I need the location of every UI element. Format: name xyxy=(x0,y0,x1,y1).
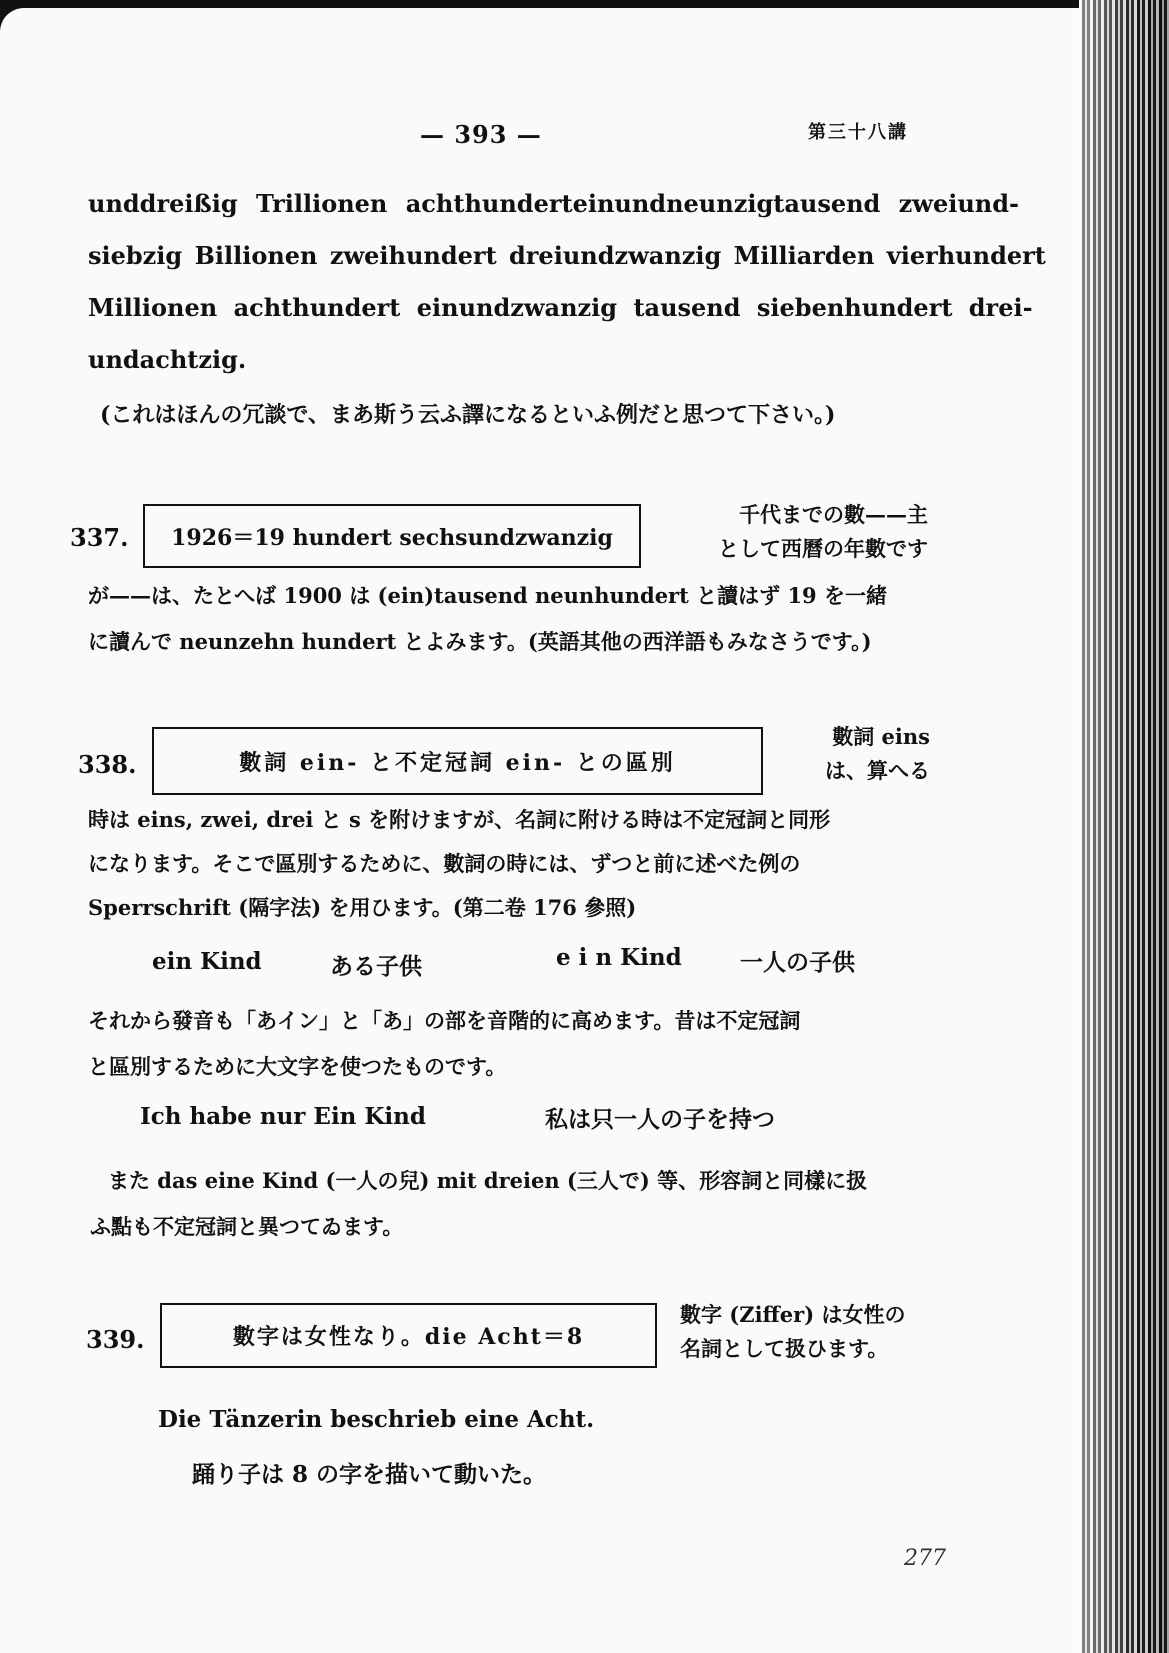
body-line: また das eine Kind (一人の兒) mit dreien (三人で) 等、形容詞と同樣に扱 xyxy=(108,1168,868,1193)
side-line: 數詞 eins xyxy=(832,724,930,749)
intro-line: siebzig Billionen zweihundert dreiundzwanzig Milliarden vierhundert xyxy=(88,241,1046,270)
example-jp-3: 私は只一人の子を持つ xyxy=(545,1106,775,1133)
section-337-body xyxy=(88,573,938,665)
side-line: 名詞として扱ひます。 xyxy=(680,1336,889,1361)
intro-note: (これはほんの冗談で、まあ斯う云ふ譯になるといふ例だと思つて下さい。) xyxy=(100,402,836,428)
example-jp-1: ある子供 xyxy=(330,953,422,980)
example-de-1: ein Kind xyxy=(152,948,262,975)
body-line: ふ點も不定冠詞と異つてゐます。 xyxy=(90,1214,404,1239)
page-header-lecture: 第三十八講 xyxy=(808,122,908,143)
body-line: に讀んで neunzehn hundert とよみます。(英語其他の西洋語もみなさうです。) xyxy=(88,629,872,654)
side-line: として西曆の年數です xyxy=(718,536,928,561)
page-edge-shadow xyxy=(1079,0,1169,1653)
body-line: それから發音も「あイン」と「あ」の部を音階的に高めます。昔は不定冠詞 xyxy=(88,1008,801,1033)
section-338-heading-box: 數詞 ein- と不定冠詞 ein- との區別 xyxy=(152,727,763,795)
section-338-body xyxy=(88,798,938,930)
side-line: 數字 (Ziffer) は女性の xyxy=(680,1302,906,1327)
page-header-number: — 393 — xyxy=(420,120,542,149)
example-jp-2: 一人の子供 xyxy=(740,949,855,976)
section-338-body-2 xyxy=(88,998,938,1090)
section-number-337: 337. xyxy=(70,523,129,552)
folio-number: 277 xyxy=(904,1546,946,1571)
intro-paragraph xyxy=(88,178,1046,386)
section-number-339: 339. xyxy=(86,1325,145,1354)
body-line: になります。そこで區別するために、數詞の時には、ずつと前に述べた例の xyxy=(88,851,801,876)
side-line: は、算へる xyxy=(825,758,930,783)
example-de-2: e i n Kind xyxy=(556,944,682,971)
intro-line: undachtzig. xyxy=(88,345,247,374)
example-jp-4: 踊り子は 8 の字を描いて動いた。 xyxy=(192,1461,547,1488)
book-page xyxy=(0,8,1082,1653)
side-line: 千代までの數——主 xyxy=(739,502,928,527)
section-337-side-text xyxy=(658,498,928,566)
intro-line: unddreißig Trillionen achthunderteinundneunzigtausend zweiund- xyxy=(88,189,1019,218)
body-line: Sperrschrift (隔字法) を用ひます。(第二卷 176 參照) xyxy=(88,895,637,920)
section-339-side-text xyxy=(680,1298,942,1366)
section-338-body-3 xyxy=(90,1158,958,1250)
body-line: が——は、たとへば 1900 は (ein)tausend neunhundert と讀はず 19 を一緒 xyxy=(88,583,887,608)
intro-line: Millionen achthundert einundzwanzig tausend siebenhundert drei- xyxy=(88,293,1033,322)
section-number-338: 338. xyxy=(78,750,137,779)
example-de-4: Die Tänzerin beschrieb eine Acht. xyxy=(158,1406,595,1433)
body-line: 時は eins, zwei, drei と s を附けますが、名詞に附ける時は不定冠詞と同形 xyxy=(88,807,831,832)
example-de-3: Ich habe nur Ein Kind xyxy=(140,1103,426,1130)
section-339-heading-box: 數字は女性なり。die Acht＝8 xyxy=(160,1303,657,1368)
section-338-side-text xyxy=(720,720,930,788)
section-337-heading-box: 1926＝19 hundert sechsundzwanzig xyxy=(143,504,641,568)
body-line: と區別するために大文字を使つたものです。 xyxy=(88,1054,507,1079)
